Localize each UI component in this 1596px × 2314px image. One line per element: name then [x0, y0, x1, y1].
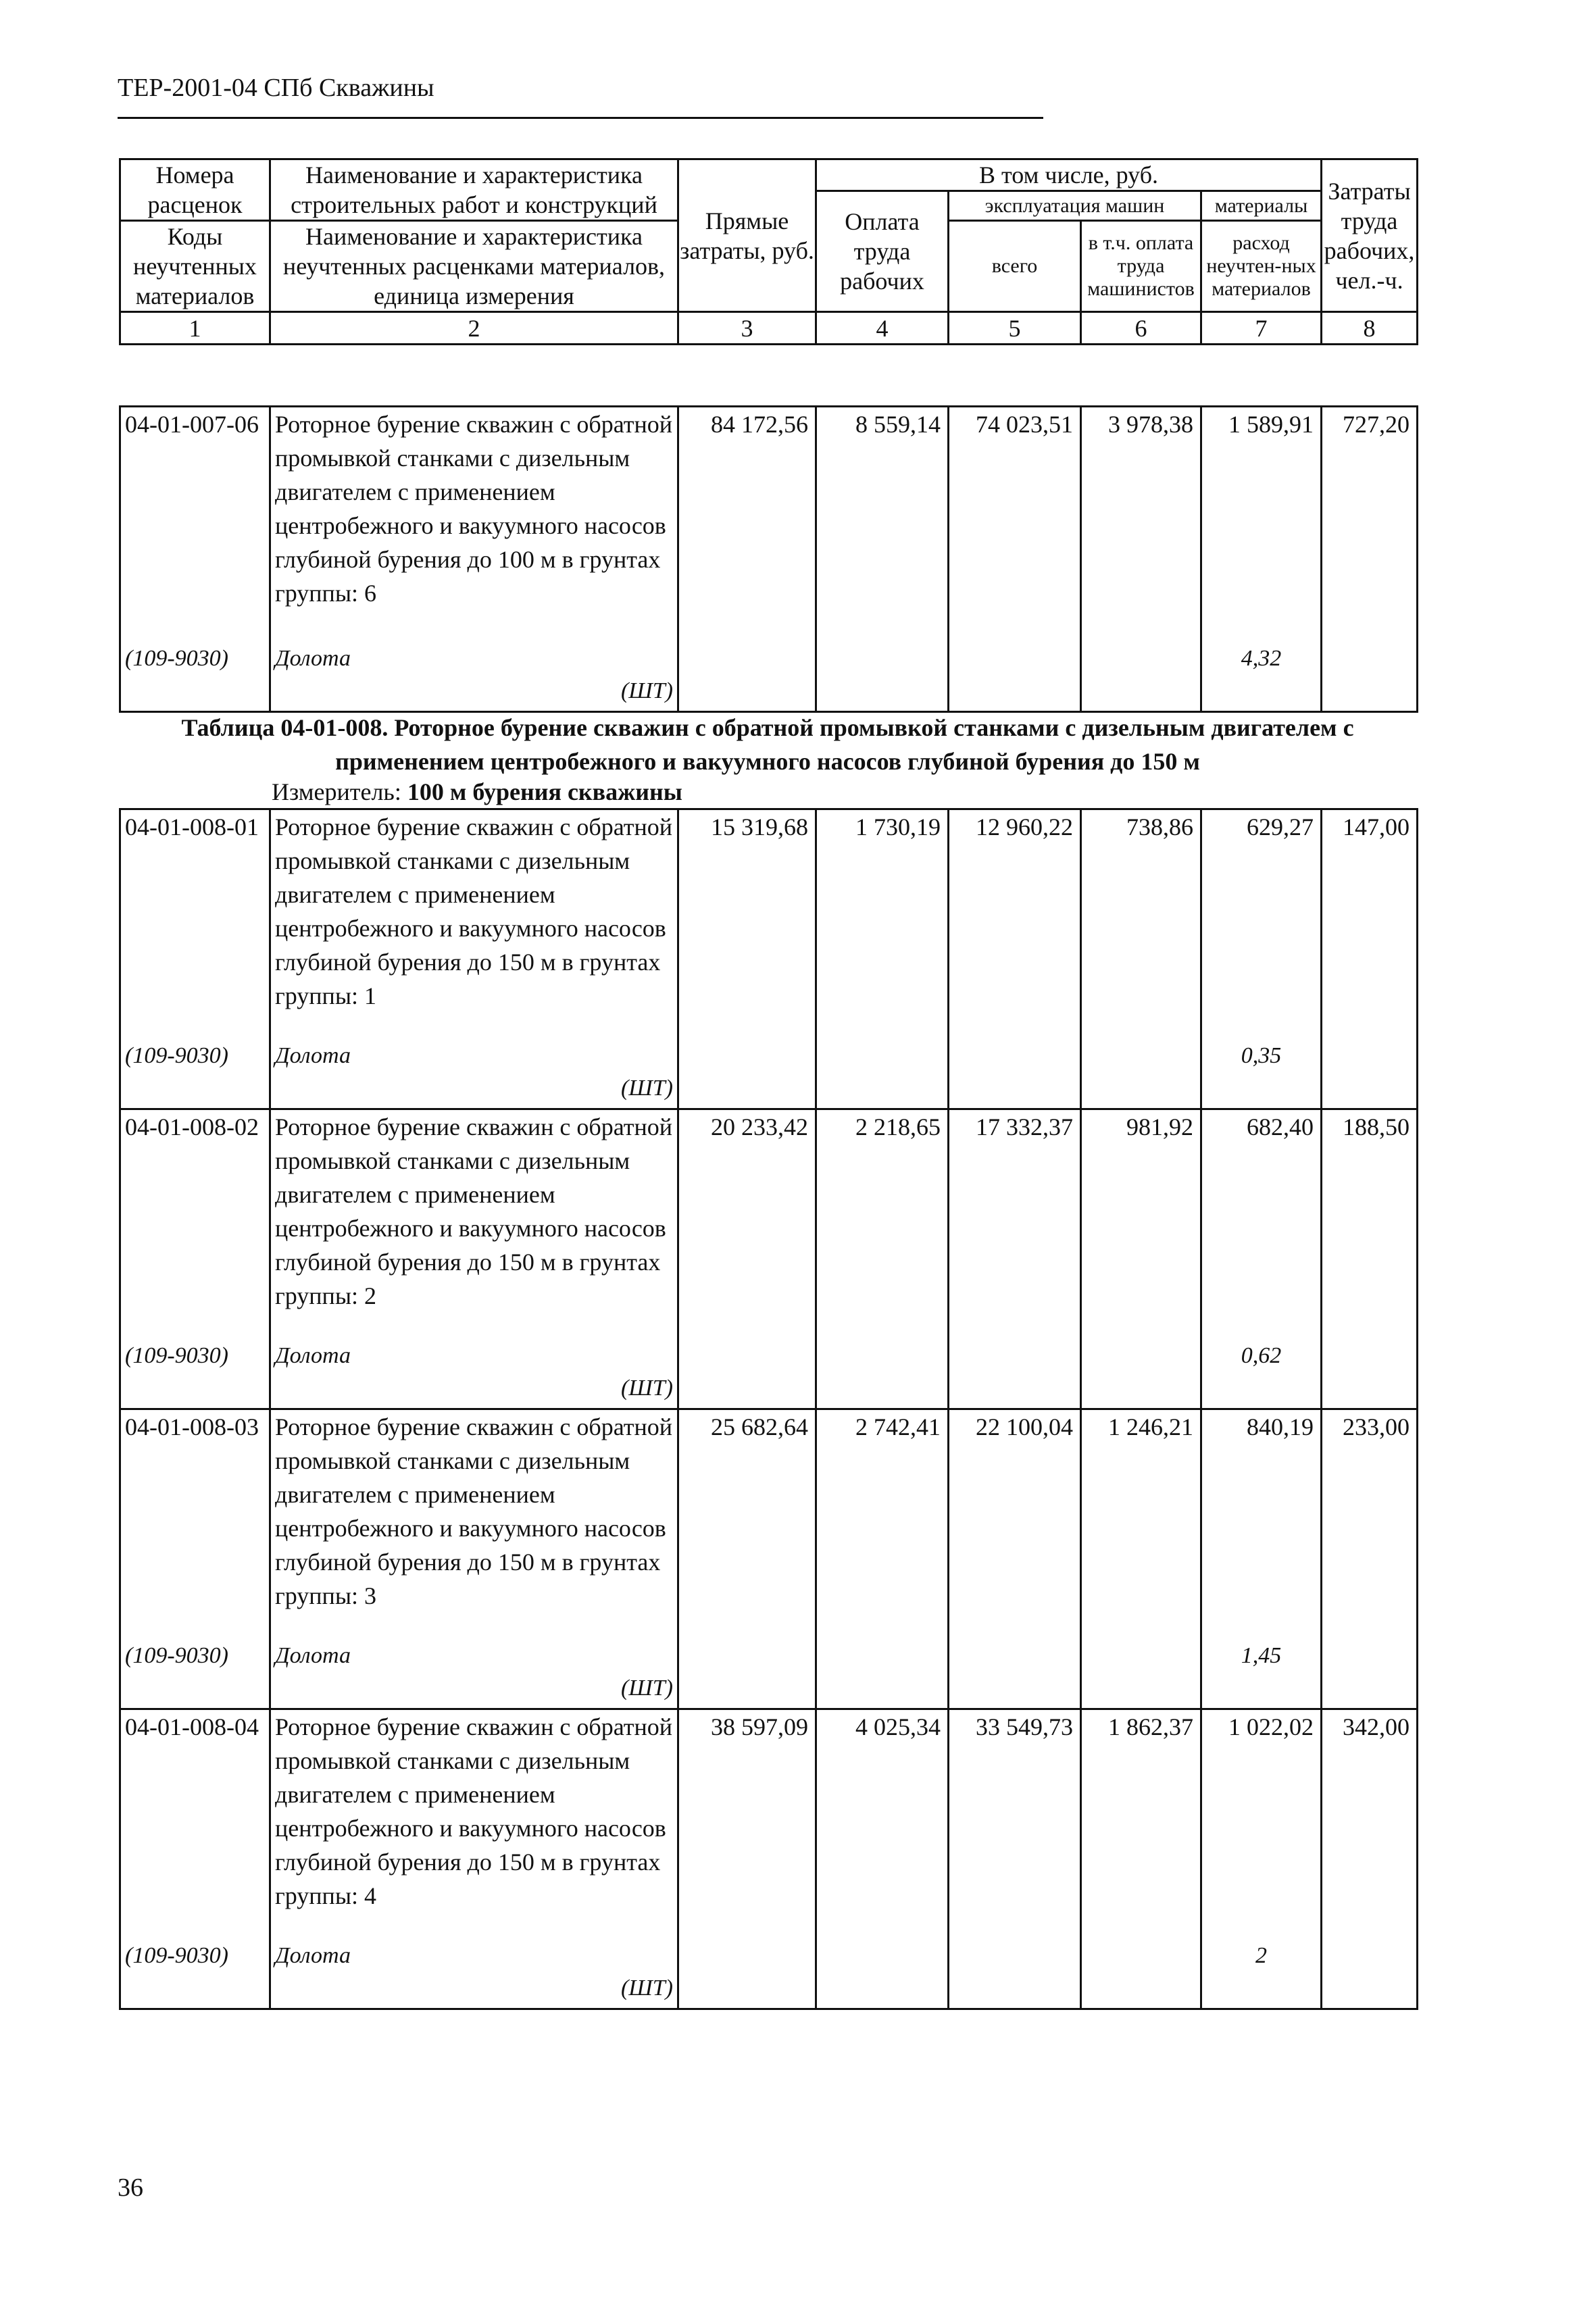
- machines-total: 17 332,37: [949, 1109, 1081, 1409]
- table-row: [120, 1409, 1418, 1709]
- measure-line: [272, 778, 682, 805]
- description-cell: [270, 407, 678, 712]
- header-machines-pay: в т.ч. оплата труда машинистов: [1081, 221, 1201, 312]
- header-machines-total: всего: [949, 221, 1081, 312]
- description-cell: [270, 1409, 678, 1709]
- header-number: 2: [270, 312, 678, 345]
- work-description: Роторное бурение скважин с обратной промывкой станками с дизельным двигателем с применением центробежного и вакуумного насосов глубиной бурения до 150 м в грунтах группы: 3: [275, 1413, 673, 1609]
- header-labor-pay: Оплата труда рабочих: [816, 191, 949, 312]
- machines-pay: 981,92: [1081, 1109, 1201, 1409]
- labor-hours: 147,00: [1322, 809, 1418, 1109]
- direct-costs: 84 172,56: [678, 407, 816, 712]
- material-quantity: 1,45: [1241, 1643, 1282, 1668]
- material-code: (109-9030): [125, 1343, 228, 1368]
- machines-pay: 738,86: [1081, 809, 1201, 1109]
- table-row: [120, 1109, 1418, 1409]
- labor-hours: 188,50: [1322, 1109, 1418, 1409]
- rate-code-cell: [120, 1109, 270, 1409]
- header-number: 6: [1081, 312, 1201, 345]
- machines-pay: 1 862,37: [1081, 1709, 1201, 2009]
- work-description: Роторное бурение скважин с обратной промывкой станками с дизельным двигателем с применением центробежного и вакуумного насосов глубиной бурения до 150 м в грунтах группы: 4: [275, 1713, 673, 1909]
- page-number: 36: [118, 2173, 143, 2202]
- material-unit: (ШТ): [620, 1076, 673, 1101]
- header-machines: эксплуатация машин: [949, 191, 1201, 221]
- materials-cell: [1201, 1109, 1322, 1409]
- machines-total: 22 100,04: [949, 1409, 1081, 1709]
- rate-code: 04-01-008-03: [125, 1413, 259, 1440]
- machines-pay: 1 246,21: [1081, 1409, 1201, 1709]
- materials-cost: 682,40: [1247, 1113, 1314, 1140]
- material-unit: (ШТ): [620, 1676, 673, 1701]
- direct-costs: 25 682,64: [678, 1409, 816, 1709]
- header-number: 8: [1322, 312, 1418, 345]
- header-name-top: Наименование и характеристика строительных работ и конструкций: [270, 159, 678, 221]
- header-materials: материалы: [1201, 191, 1322, 221]
- page-header: ТЕР-2001-04 СПб Скважины: [118, 74, 434, 102]
- materials-cost: 629,27: [1247, 813, 1314, 840]
- header-including: В том числе, руб.: [816, 159, 1322, 191]
- header-code-bottom: Коды неучтенных материалов: [120, 221, 270, 312]
- description-cell: [270, 1109, 678, 1409]
- machines-total: 74 023,51: [949, 407, 1081, 712]
- rate-code-cell: [120, 1709, 270, 2009]
- materials-cost: 1 022,02: [1228, 1713, 1314, 1740]
- material-code: (109-9030): [125, 1643, 228, 1668]
- rate-code: 04-01-008-02: [125, 1113, 259, 1140]
- material-code: (109-9030): [125, 1043, 228, 1068]
- labor-pay: 4 025,34: [816, 1709, 949, 2009]
- header-rule: [118, 117, 1043, 119]
- table-04-01-008: [119, 808, 1418, 2010]
- material-name: Долота: [275, 1943, 351, 1968]
- header-name-bottom: Наименование и характеристика неучтенных расценками материалов, единица измерения: [270, 221, 678, 312]
- rate-code: 04-01-007-06: [125, 411, 259, 438]
- header-materials-use: расход неучтен-ных материалов: [1201, 221, 1322, 312]
- rate-code-cell: [120, 809, 270, 1109]
- header-code-top: Номера расценок: [120, 159, 270, 221]
- header-number: 7: [1201, 312, 1322, 345]
- labor-hours: 727,20: [1322, 407, 1418, 712]
- material-name: Долота: [275, 646, 351, 671]
- measure-label: Измеритель:: [272, 778, 407, 805]
- material-unit: (ШТ): [620, 1976, 673, 2001]
- header-number: 5: [949, 312, 1081, 345]
- material-quantity: 4,32: [1241, 646, 1282, 671]
- materials-cell: [1201, 1409, 1322, 1709]
- labor-pay: 2 218,65: [816, 1109, 949, 1409]
- material-name: Долота: [275, 1343, 351, 1368]
- machines-total: 33 549,73: [949, 1709, 1081, 2009]
- table-row: [120, 809, 1418, 1109]
- rate-code-cell: [120, 407, 270, 712]
- materials-cost: 1 589,91: [1228, 411, 1314, 438]
- material-name: Долота: [275, 1043, 351, 1068]
- header-labor-hours: Затраты труда рабочих, чел.-ч.: [1322, 159, 1418, 312]
- machines-total: 12 960,22: [949, 809, 1081, 1109]
- description-cell: [270, 809, 678, 1109]
- rate-code: 04-01-008-04: [125, 1713, 259, 1740]
- work-description: Роторное бурение скважин с обратной промывкой станками с дизельным двигателем с применением центробежного и вакуумного насосов глубиной бурения до 150 м в грунтах группы: 2: [275, 1113, 673, 1309]
- work-description: Роторное бурение скважин с обратной промывкой станками с дизельным двигателем с применением центробежного и вакуумного насосов глубиной бурения до 100 м в грунтах группы: 6: [275, 411, 673, 607]
- header-number: 4: [816, 312, 949, 345]
- column-header-table: [119, 158, 1418, 345]
- table-caption: Таблица 04-01-008. Роторное бурение скважин с обратной промывкой станками с дизельным двигателем с применением центробежного и вакуумного насосов глубиной бурения до 150 м: [181, 714, 1354, 775]
- direct-costs: 20 233,42: [678, 1109, 816, 1409]
- rate-code-cell: [120, 1409, 270, 1709]
- measure-value: 100 м бурения скважины: [407, 778, 682, 805]
- header-direct-costs: Прямые затраты, руб.: [678, 159, 816, 312]
- header-number: 1: [120, 312, 270, 345]
- material-quantity: 0,62: [1241, 1343, 1282, 1368]
- labor-pay: 2 742,41: [816, 1409, 949, 1709]
- materials-cell: [1201, 407, 1322, 712]
- material-unit: (ШТ): [620, 1376, 673, 1401]
- machines-pay: 3 978,38: [1081, 407, 1201, 712]
- description-cell: [270, 1709, 678, 2009]
- material-quantity: 2: [1255, 1943, 1267, 1968]
- labor-hours: 233,00: [1322, 1409, 1418, 1709]
- table-row: [120, 1709, 1418, 2009]
- work-description: Роторное бурение скважин с обратной промывкой станками с дизельным двигателем с применением центробежного и вакуумного насосов глубиной бурения до 150 м в грунтах группы: 1: [275, 813, 673, 1009]
- material-name: Долота: [275, 1643, 351, 1668]
- material-code: (109-9030): [125, 646, 228, 671]
- labor-hours: 342,00: [1322, 1709, 1418, 2009]
- direct-costs: 15 319,68: [678, 809, 816, 1109]
- material-unit: (ШТ): [620, 678, 673, 703]
- materials-cost: 840,19: [1247, 1413, 1314, 1440]
- table-04-01-007: [119, 405, 1418, 713]
- materials-cell: [1201, 809, 1322, 1109]
- direct-costs: 38 597,09: [678, 1709, 816, 2009]
- material-code: (109-9030): [125, 1943, 228, 1968]
- labor-pay: 1 730,19: [816, 809, 949, 1109]
- materials-cell: [1201, 1709, 1322, 2009]
- table-row: [120, 407, 1418, 712]
- rate-code: 04-01-008-01: [125, 813, 259, 840]
- header-number: 3: [678, 312, 816, 345]
- material-quantity: 0,35: [1241, 1043, 1282, 1068]
- labor-pay: 8 559,14: [816, 407, 949, 712]
